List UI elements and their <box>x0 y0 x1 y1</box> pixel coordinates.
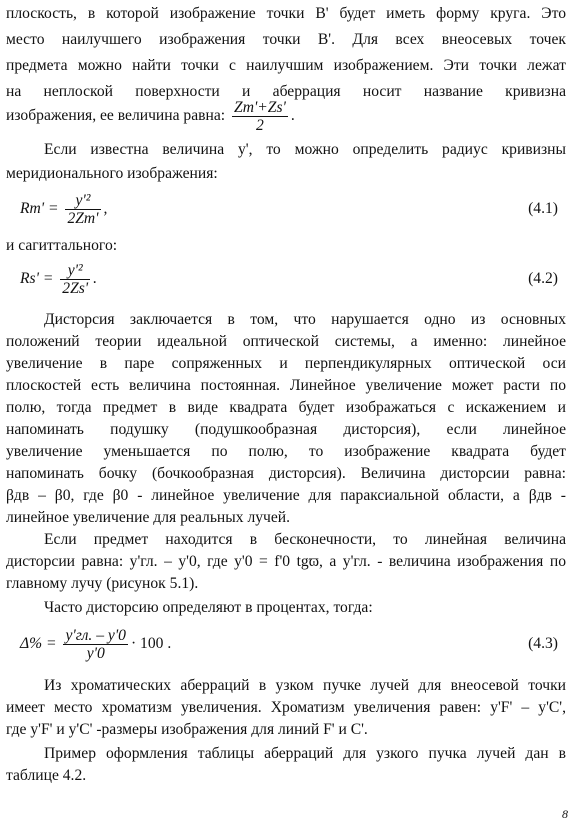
text-line: дисторсии равна: y'гл. – y'0, где y'0 = f'0 tgϖ, а y'гл. - величина изображения по <box>6 553 566 570</box>
text-line-with-formula: изображения, ее величина равна: $\frac{Zm'+Zs'}{2}$ . <box>6 98 295 134</box>
text-line: увеличение уменьшается по полю, то изображение квадрата будет <box>6 443 566 460</box>
fraction-denominator: 2Zm' <box>67 209 99 227</box>
fraction-denominator: 2 <box>232 116 288 134</box>
text-line: положений теории идеальной оптической системы, а именно: линейное <box>6 333 566 350</box>
equation-number: (4.2) <box>528 270 558 287</box>
text-line: βдв – β0, где β0 - линейное увеличение для параксиальной области, а βдв - <box>6 487 566 504</box>
equation-lhs: Rm' = <box>20 200 59 217</box>
fraction-numerator: y'² <box>67 261 83 279</box>
equation-fraction <box>65 192 100 227</box>
equation-tail: . <box>93 270 98 287</box>
curvature-fraction <box>232 99 288 134</box>
text-line: Если предмет находится в бесконечности, то линейная величина <box>44 531 566 548</box>
equation-number: (4.3) <box>528 635 558 652</box>
text-line: таблице 4.2. <box>6 767 87 784</box>
text-line: на неплоской поверхности и аберрация носит название кривизна <box>6 83 566 100</box>
text-line: Из хроматических аберраций в узком пучке лучей для внеосевой точки <box>44 677 566 694</box>
equation-tail: , <box>103 200 108 217</box>
text-line: плоскостей есть величина постоянная. Линейное увеличение может расти по <box>6 377 566 394</box>
text-line: где y'F' и y'C' -размеры изображения для линий F' и C'. <box>6 721 368 738</box>
text-line: Пример оформления таблицы аберраций для узкого пучка лучей дан в <box>44 745 566 762</box>
fraction-numerator: Zm'+Zs' <box>234 98 286 116</box>
fraction-numerator: y'гл. – y'0 <box>65 626 126 644</box>
fraction-numerator: y'² <box>75 191 91 209</box>
text-line: предмета можно найти точки с наилучшим изображением. Эти точки лежат <box>6 57 566 74</box>
page-number: 8 <box>562 807 568 821</box>
text-line: напоминать подушку (подушкообразная дисторсия), если линейное <box>6 421 566 438</box>
equation-lhs: Δ% = <box>20 635 57 652</box>
text-line: увеличение в паре сопряженных и перпендикулярных оптической оси <box>6 355 566 372</box>
text-line: напоминать бочку (бочкообразная дисторсия). Величина дисторсии равна: <box>6 465 566 482</box>
text-line: имеет место хроматизм увеличения. Хроматизм увеличения равен: y'F' – y'C', <box>6 699 566 716</box>
text-line: Если известна величина y', то можно определить радиус кривизны <box>44 141 566 158</box>
text-line: место наилучшего изображения точки B'. Для всех внеосевых точек <box>6 31 566 48</box>
text-line: меридионального изображения: <box>6 165 218 182</box>
fraction-denominator: 2Zs' <box>62 279 89 297</box>
text-line: Часто дисторсию определяют в процентах, тогда: <box>44 599 373 616</box>
equation-tail: · 100 . <box>130 635 172 652</box>
equation-4-1 <box>20 188 566 230</box>
text-line: и сагиттального: <box>6 237 118 254</box>
text-line: Дисторсия заключается в том, что нарушается одно из основных <box>44 311 566 328</box>
equation-4-2 <box>20 258 566 300</box>
text-line: главному лучу (рисунок 5.1). <box>6 575 199 592</box>
equation-lhs: Rs' = <box>20 270 54 287</box>
equation-fraction <box>63 627 127 662</box>
fraction-denominator: y'0 <box>63 644 127 662</box>
text-line: линейное увеличение для реальных лучей. <box>6 509 291 526</box>
equation-4-3 <box>20 620 566 668</box>
text-line: полю, тогда предмет в виде квадрата будет изображаться с искажением и <box>6 399 566 416</box>
equation-number: (4.1) <box>528 200 558 217</box>
equation-fraction <box>60 262 90 297</box>
text-segment: изображения, ее величина равна: <box>6 107 226 124</box>
text-line: плоскость, в которой изображение точки B' будет иметь форму круга. Это <box>6 5 566 22</box>
